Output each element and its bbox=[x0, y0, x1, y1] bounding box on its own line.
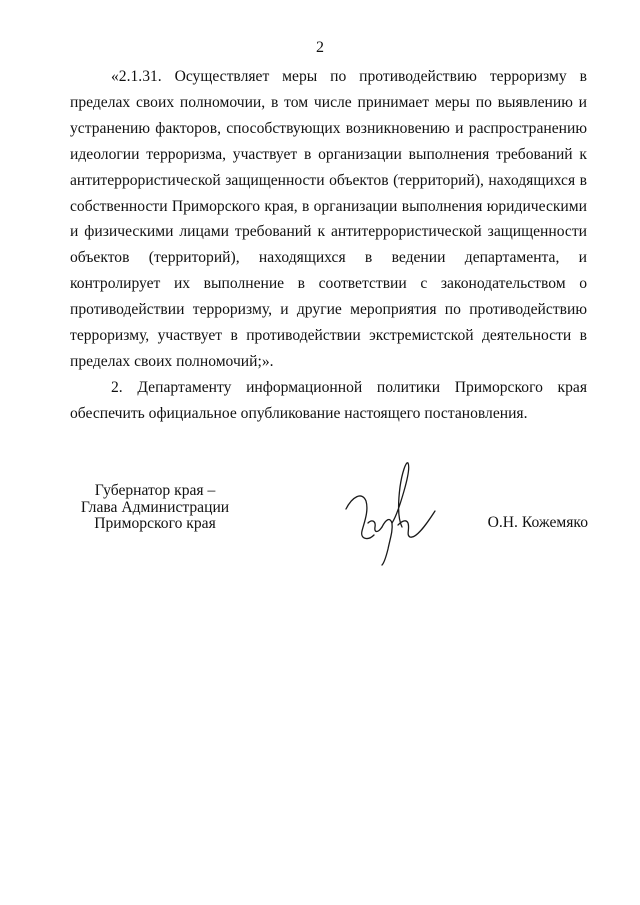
signer-name: О.Н. Кожемяко bbox=[487, 514, 588, 531]
handwritten-signature bbox=[342, 461, 437, 566]
document-body bbox=[70, 64, 587, 427]
signer-position-line: Губернатор края – bbox=[94, 482, 216, 499]
signature-block bbox=[70, 483, 610, 583]
paragraph-publication-order: 2. Департаменту информационной политики Приморского края обеспечить официальное опубликование настоящего постановления. bbox=[70, 378, 587, 422]
signer-position-line: Глава Администрации bbox=[80, 498, 230, 516]
page-number: 2 bbox=[316, 39, 324, 56]
signer-position bbox=[80, 483, 230, 533]
paragraph-clause-2-1-31: «2.1.31. Осуществляет меры по противодействию терроризму в пределах своих полномочии, в том числе принимает меры по выявлению и устранению факторов, способствующих возникновению и распространению идеологии терроризма, участвует в организации выполнения требований к антитеррористической защищенности объектов (территорий), находящихся в собственности Приморского края, в организации выполнения юридическими и физическими лицами требований к антитеррористической защищенности объектов (территорий), находящихся в ведении департамента, и контролирует их выполнение в соответствии с законодательством о противодействии терроризму, и другие мероприятия по противодействию терроризму, участвует в противодействии экстремистской деятельности в пределах своих полномочий;». bbox=[70, 68, 587, 370]
signer-position-line: Приморского края bbox=[94, 515, 216, 532]
